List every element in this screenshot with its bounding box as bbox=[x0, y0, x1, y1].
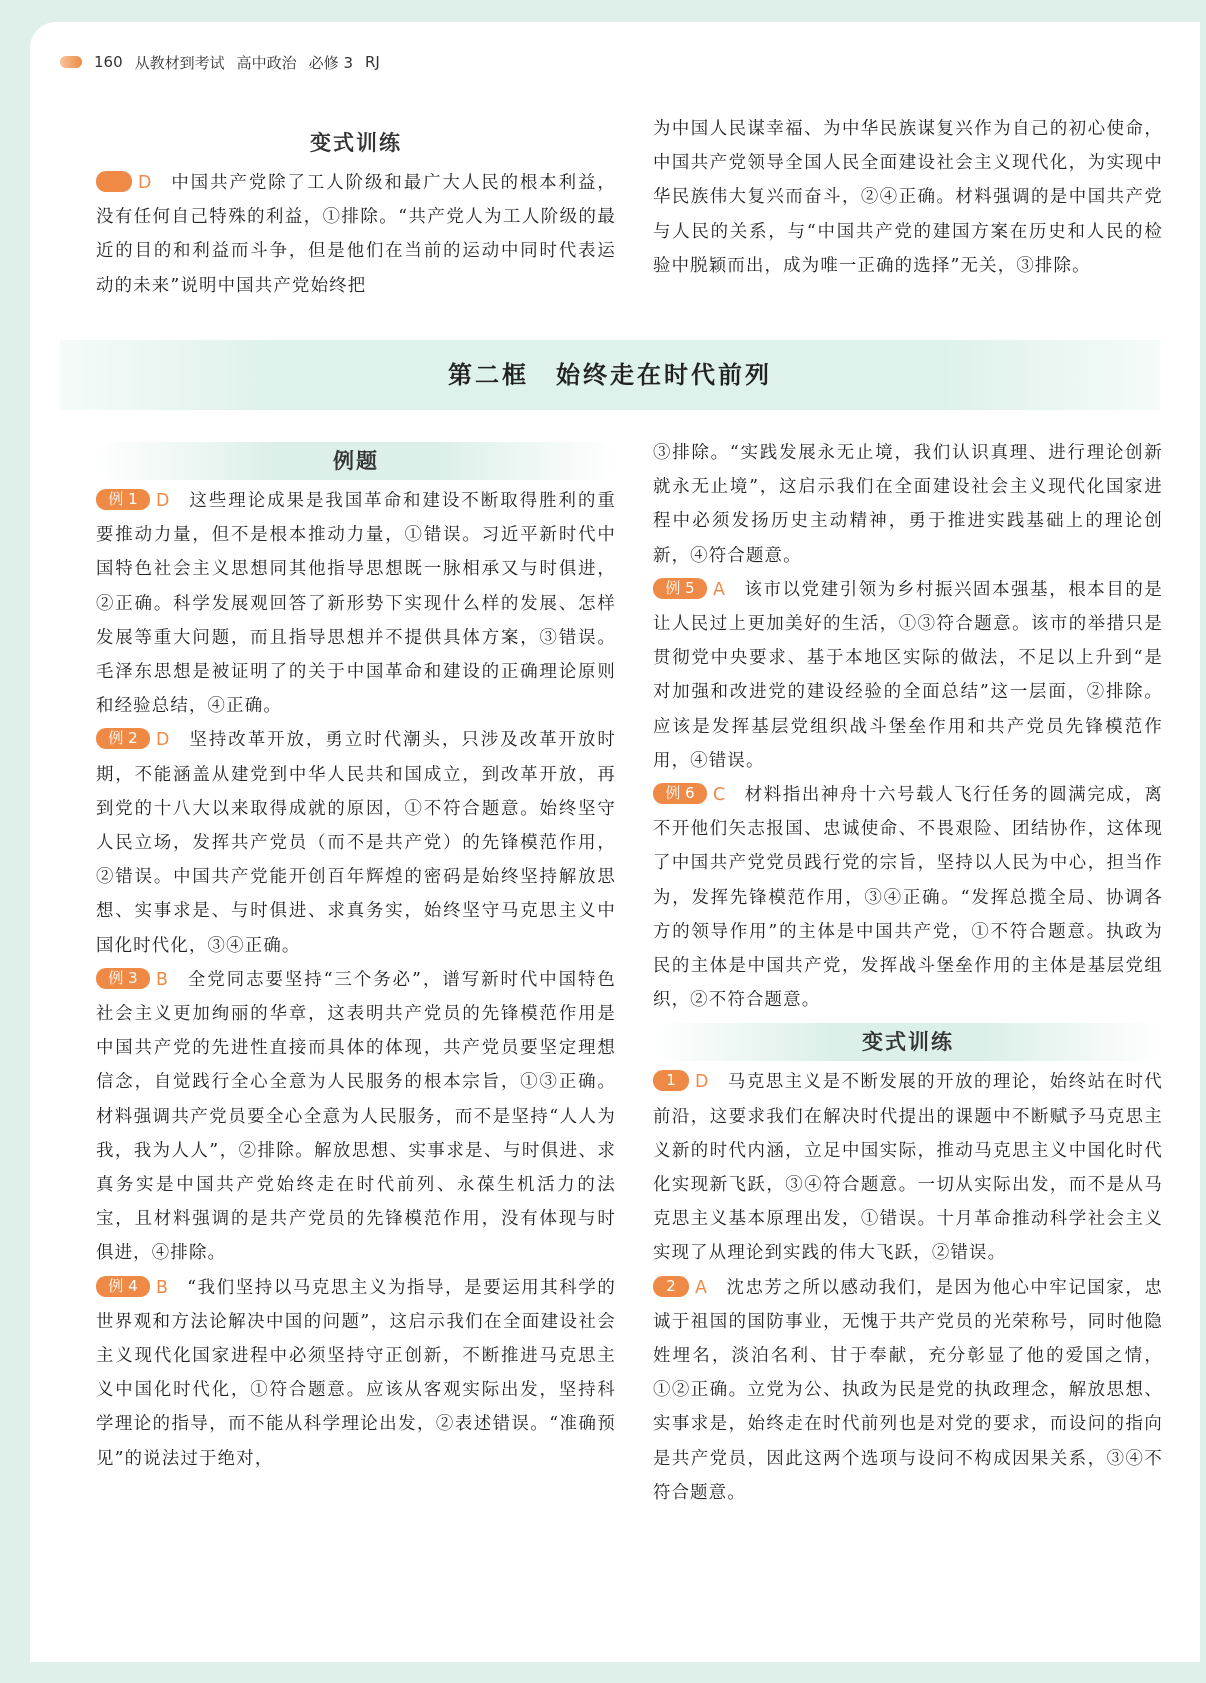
training-text: 马克思主义是不断发展的开放的理论，始终站在时代前沿，这要求我们在解决时代提出的课题中不断赋予马克思主义新的时代内涵，立足中国实际，推动马克思主义中国化时代化实现新飞跃，③④符合题意。一切从实际出发，而不是从马克思主义基本原理出发，①错误。十月革命推动科学社会主义实现了从理论到实践的伟大飞跃，②错误。 bbox=[653, 1072, 1163, 1264]
example-answer: B bbox=[156, 969, 170, 990]
example-answer: C bbox=[713, 785, 727, 806]
example-answer: D bbox=[156, 730, 171, 751]
example-text: 全党同志要坚持“三个务必”，谱写新时代中国特色社会主义更加绚丽的华章，这表明共产党员的先锋模范作用是中国共产党的先进性直接而具体的体现，共产党员要坚定理想信念，自觉践行全心全意为人民服务的根本宗旨，①③正确。材料强调共产党员要全心全意为人民服务，而不是坚持“人人为我，我为人人”，②排除。解放思想、实事求是、与时俱进、求真务实是中国共产党始终走在时代前列、永葆生机活力的法宝，且材料强调的是共产党员的先锋模范作用，没有体现与时俱进，④排除。 bbox=[96, 969, 616, 1264]
example-answer: A bbox=[713, 579, 727, 600]
training-label: 2 bbox=[653, 1276, 689, 1297]
example-label: 例 1 bbox=[96, 489, 150, 510]
example-answer: D bbox=[156, 491, 171, 511]
example-item bbox=[96, 484, 616, 723]
training-answer: D bbox=[695, 1072, 710, 1093]
top-right-column bbox=[653, 112, 1163, 283]
training-item bbox=[653, 1271, 1163, 1510]
example-item bbox=[653, 573, 1163, 778]
answer-label-badge bbox=[96, 171, 132, 192]
training-item bbox=[653, 1065, 1163, 1270]
volume: 必修 3 bbox=[308, 53, 353, 72]
example-label: 例 2 bbox=[96, 728, 150, 749]
example-label: 例 3 bbox=[96, 968, 150, 989]
subject: 高中政治 bbox=[236, 53, 297, 72]
example-label: 例 5 bbox=[653, 578, 707, 599]
example-label: 例 6 bbox=[653, 783, 707, 804]
chapter-title: 第二框 始终走在时代前列 bbox=[448, 361, 772, 389]
example-item bbox=[653, 778, 1163, 1017]
example-item bbox=[96, 963, 616, 1271]
examples-right-column bbox=[653, 436, 1163, 1510]
top-answer-paragraph bbox=[96, 166, 616, 303]
example-label: 例 4 bbox=[96, 1276, 150, 1297]
top-left-column bbox=[96, 118, 616, 303]
answer-text: 中国共产党除了工人阶级和最广大人民的根本利益，没有任何自己特殊的利益，①排除。“共产党人为工人阶级的最近的目的和利益而斗争，但是他们在当前的运动中同时代表运动的未来”说明中国共产党始终把 bbox=[96, 173, 616, 296]
training-label: 1 bbox=[653, 1070, 689, 1091]
edition: RJ bbox=[364, 53, 380, 71]
example-answer: B bbox=[156, 1277, 170, 1298]
example-text: 该市以党建引领为乡村振兴固本强基，根本目的是让人民过上更加美好的生活，①③符合题意。该市的举措只是贯彻党中央要求、基于本地区实际的做法，不足以上升到“是对加强和改进党的建设经验的全面总结”这一层面，②排除。应该是发挥基层党组织战斗堡垒作用和共产党员先锋模范作用，④错误。 bbox=[653, 579, 1163, 771]
example-item bbox=[96, 1271, 616, 1476]
example-text: 坚持改革开放，勇立时代潮头，只涉及改革开放时期，不能涵盖从建党到中华人民共和国成立，到改革开放，再到党的十八大以来取得成就的原因，①不符合题意。始终坚守人民立场，发挥共产党员（而不是共产党）的先锋模范作用，②错误。中国共产党能开创百年辉煌的密码是始终坚持解放思想、实事求是、与时俱进、求真务实，始终坚守马克思主义中国化时代化，③④正确。 bbox=[96, 730, 616, 956]
example-continuation: ③排除。“实践发展永无止境，我们认识真理、进行理论创新就永无止境”，这启示我们在全面建设社会主义现代化国家进程中必须发扬历史主动精神，勇于推进实践基础上的理论创新，④符合题意。 bbox=[653, 443, 1163, 566]
chapter-band bbox=[60, 340, 1160, 410]
example-text: “我们坚持以马克思主义为指导，是要运用其科学的世界观和方法论解决中国的问题”，这启示我们在全面建设社会主义现代化国家进程中必须坚持守正创新，不断推进马克思主义中国化时代化，①符合题意。应该从客观实际出发，坚持科学理论的指导，而不能从科学理论出发，②表述错误。“准确预见”的说法过于绝对， bbox=[96, 1277, 616, 1469]
training-text: 沈忠芳之所以感动我们，是因为他心中牢记国家，忠诚于祖国的国防事业，无愧于共产党员的光荣称号，同时他隐姓埋名，淡泊名利、甘于奉献，充分彰显了他的爱国之情，①②正确。立党为公、执政为民是党的执政理念，解放思想、实事求是，始终走在时代前列也是对党的要求，而设问的指向是共产党员，因此这两个选项与设问不构成因果关系，③④不符合题意。 bbox=[653, 1277, 1163, 1503]
example-text: 这些理论成果是我国革命和建设不断取得胜利的重要推动力量，但不是根本推动力量，①错误。习近平新时代中国特色社会主义思想同其他指导思想既一脉相承又与时俱进，②正确。科学发展观回答了新形势下实现什么样的发展、怎样发展等重大问题，而且指导思想并不提供具体方案，③错误。毛泽东思想是被证明了的关于中国革命和建设的正确理论原则和经验总结，④正确。 bbox=[96, 491, 616, 717]
training-answer: A bbox=[695, 1277, 709, 1298]
answer-letter: D bbox=[138, 173, 153, 193]
section-title-examples: 例题 bbox=[96, 442, 616, 480]
header-marker-icon bbox=[60, 56, 82, 68]
page-number: 160 bbox=[94, 53, 123, 71]
example-item bbox=[96, 723, 616, 962]
example-text: 材料指出神舟十六号载人飞行任务的圆满完成，离不开他们矢志报国、忠诚使命、不畏艰险、团结协作，这体现了中国共产党党员践行党的宗旨，坚持以人民为中心，担当作为，发挥先锋模范作用，③④正确。“发挥总揽全局、协调各方的领导作用”的主体是中国共产党，①不符合题意。执政为民的主体是中国共产党，发挥战斗堡垒作用的主体是基层党组织，②不符合题意。 bbox=[653, 785, 1163, 1011]
section-title-training: 变式训练 bbox=[653, 1023, 1163, 1061]
book-title: 从教材到考试 bbox=[134, 53, 225, 72]
examples-left-column bbox=[96, 436, 616, 1476]
page-header bbox=[60, 48, 380, 76]
top-right-paragraph: 为中国人民谋幸福、为中华民族谋复兴作为自己的初心使命，中国共产党领导全国人民全面建设社会主义现代化，为实现中华民族伟大复兴而奋斗，②④正确。材料强调的是中国共产党与人民的关系，与“中国共产党的建国方案在历史和人民的检验中脱颖而出，成为唯一正确的选择”无关，③排除。 bbox=[653, 119, 1163, 276]
section-title-top: 变式训练 bbox=[310, 131, 402, 155]
